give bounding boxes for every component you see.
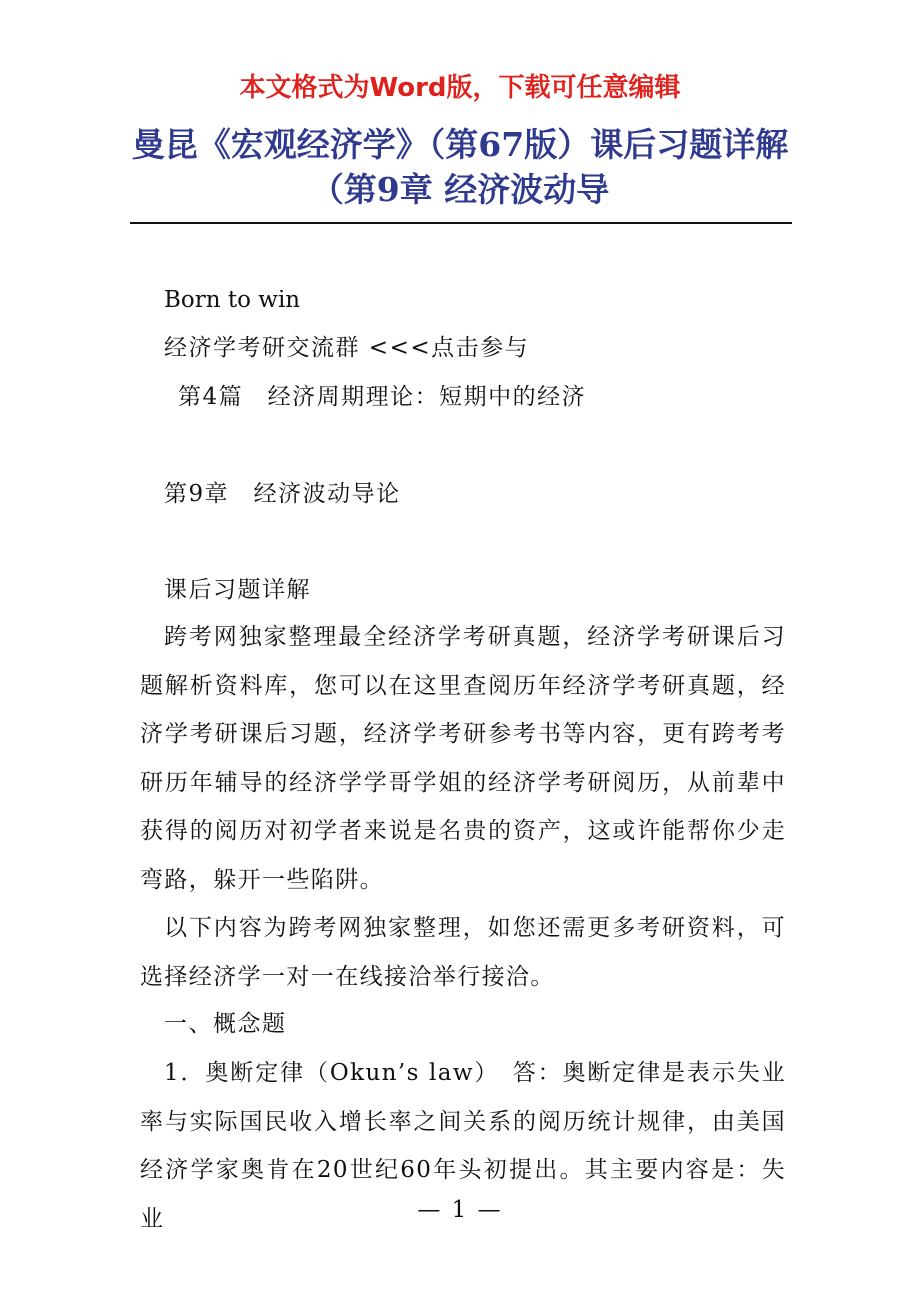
intro-paragraph: 跨考网独家整理最全经济学考研真题，经济学考研课后习题解析资料库，您可以在这里查阅历年经济学考研真题，经济学考研课后习题，经济学考研参考书等内容，更有跨考考研历年辅导的经济学学哥学姐的经济学考研阅历，从前辈中获得的阅历对初学者来说是名贵的资产，这或许能帮你少走弯路，躲开一些陷阱。 bbox=[140, 624, 786, 893]
format-notice: 本文格式为Word版，下载可任意编辑 bbox=[239, 73, 681, 103]
section-heading: 课后习题详解 bbox=[164, 577, 311, 603]
concept-heading: 一、概念题 bbox=[164, 1011, 287, 1037]
study-group-link[interactable]: 经济学考研交流群 <<<点击参与 bbox=[164, 335, 530, 361]
info-paragraph: 以下内容为跨考网独家整理，如您还需更多考研资料，可选择经济学一对一在线接洽举行接洽。 bbox=[140, 915, 786, 990]
title-divider bbox=[130, 222, 792, 224]
question-1-paragraph: 1．奥断定律（Okun’s law） 答：奥断定律是表示失业率与实际国民收入增长率之间关系的阅历统计规律，由美国经济学家奥肯在20世纪60年头初提出。其主要内容是：失业 bbox=[140, 1060, 786, 1232]
page-number: — 1 — bbox=[417, 1197, 503, 1223]
slogan-line: Born to win bbox=[164, 287, 301, 313]
part-heading: 第4篇 经济周期理论：短期中的经济 bbox=[178, 384, 587, 410]
chapter-heading: 第9章 经济波动导论 bbox=[164, 481, 401, 507]
document-title: 曼昆《宏观经济学》（第67版）课后习题详解（第9章 经济波动导 bbox=[131, 125, 789, 209]
